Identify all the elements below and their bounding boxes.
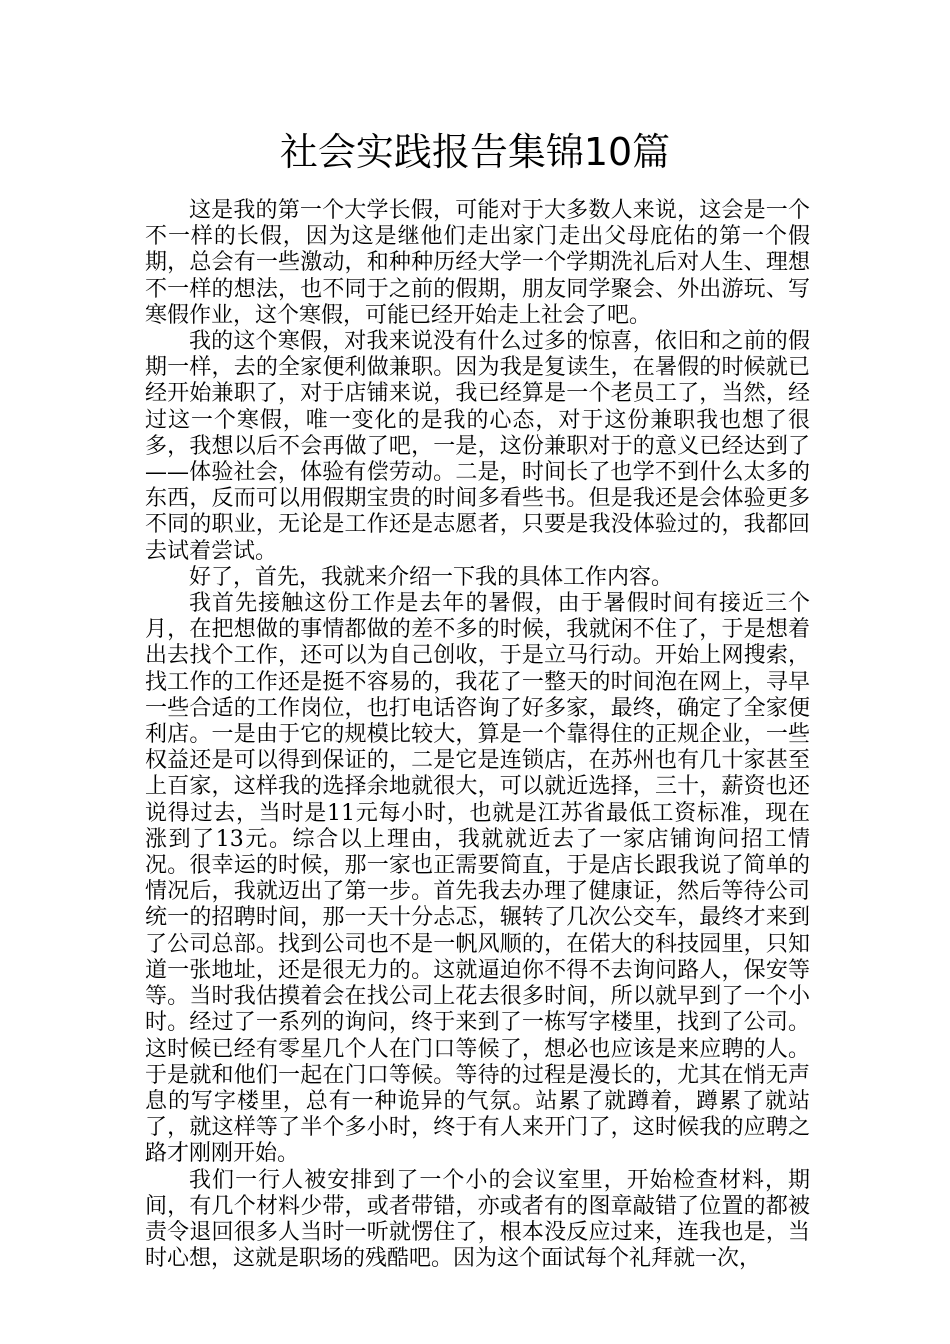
paragraph-1: 这是我的第一个大学长假，可能对于大多数人来说，这会是一个不一样的长假，因为这是继他们走出家门走出父母庇佑的第一个假期，总会有一些激动，和种种历经大学一个学期洗礼后对人生、理想不一样的想法，也不同于之前的假期，朋友同学聚会、外出游玩、写寒假作业，这个寒假，可能已经开始走上社会了吧。 bbox=[145, 198, 810, 328]
paragraph-2: 我的这个寒假，对我来说没有什么过多的惊喜，依旧和之前的假期一样，去的全家便利做兼职。因为我是复读生，在暑假的时候就已经开始兼职了，对于店铺来说，我已经算是一个老员工了，当然，经过这一个寒假，唯一变化的是我的心态，对于这份兼职我也想了很多，我想以后不会再做了吧，一是，这份兼职对于的意义已经达到了——体验社会，体验有偿劳动。二是，时间长了也学不到什么太多的东西，反而可以用假期宝贵的时间多看些书。但是我还是会体验更多不同的职业，无论是工作还是志愿者，只要是我没体验过的，我都回去试着尝试。 bbox=[145, 329, 810, 564]
paragraph-5: 我们一行人被安排到了一个小的会议室里，开始检查材料，期间，有几个材料少带，或者带错，亦或者有的图章敲错了位置的都被责令退回很多人当时一听就愣住了，根本没反应过来，连我也是，当时心想，这就是职场的残酷吧。因为这个面试每个礼拜就一次， bbox=[145, 1167, 810, 1272]
paragraph-4: 我首先接触这份工作是去年的暑假，由于暑假时间有接近三个月，在把想做的事情都做的差不多的时候，我就闲不住了，于是想着出去找个工作，还可以为自己创收，于是立马行动。开始上网搜索，找工作的工作还是挺不容易的，我花了一整天的时间泡在网上，寻早一些合适的工作岗位，也打电话咨询了好多家，最终，确定了全家便利店。一是由于它的规模比较大，算是一个靠得住的正规企业，一些权益还是可以得到保证的，二是它是连锁店，在苏州也有几十家甚至上百家，这样我的选择余地就很大，可以就近选择，三十，薪资也还说得过去，当时是11元每小时，也就是江苏省最低工资标准，现在涨到了13元。综合以上理由，我就就近去了一家店铺询问招工情况。很幸运的时候，那一家也正需要简直，于是店长跟我说了简单的情况后，我就迈出了第一步。首先我去办理了健康证，然后等待公司统一的招聘时间，那一天十分忐忑，辗转了几次公交车，最终才来到了公司总部。找到公司也不是一帆风顺的，在偌大的科技园里，只知道一张地址，还是很无力的。这就逼迫你不得不去询问路人，保安等等。当时我估摸着会在找公司上花去很多时间，所以就早到了一个小时。经过了一系列的询问，终于来到了一栋写字楼里，找到了公司。这时候已经有零星几个人在门口等候了，想必也应该是来应聘的人。于是就和他们一起在门口等候。等待的过程是漫长的，尤其在悄无声息的写字楼里，总有一种诡异的气氛。站累了就蹲着，蹲累了就站了，就这样等了半个多小时，终于有人来开门了，这时候我的应聘之路才刚刚开始。 bbox=[145, 591, 810, 1167]
document-title: 社会实践报告集锦10篇 bbox=[279, 130, 671, 174]
document-body bbox=[145, 198, 810, 1272]
paragraph-3: 好了，首先，我就来介绍一下我的具体工作内容。 bbox=[189, 564, 674, 590]
